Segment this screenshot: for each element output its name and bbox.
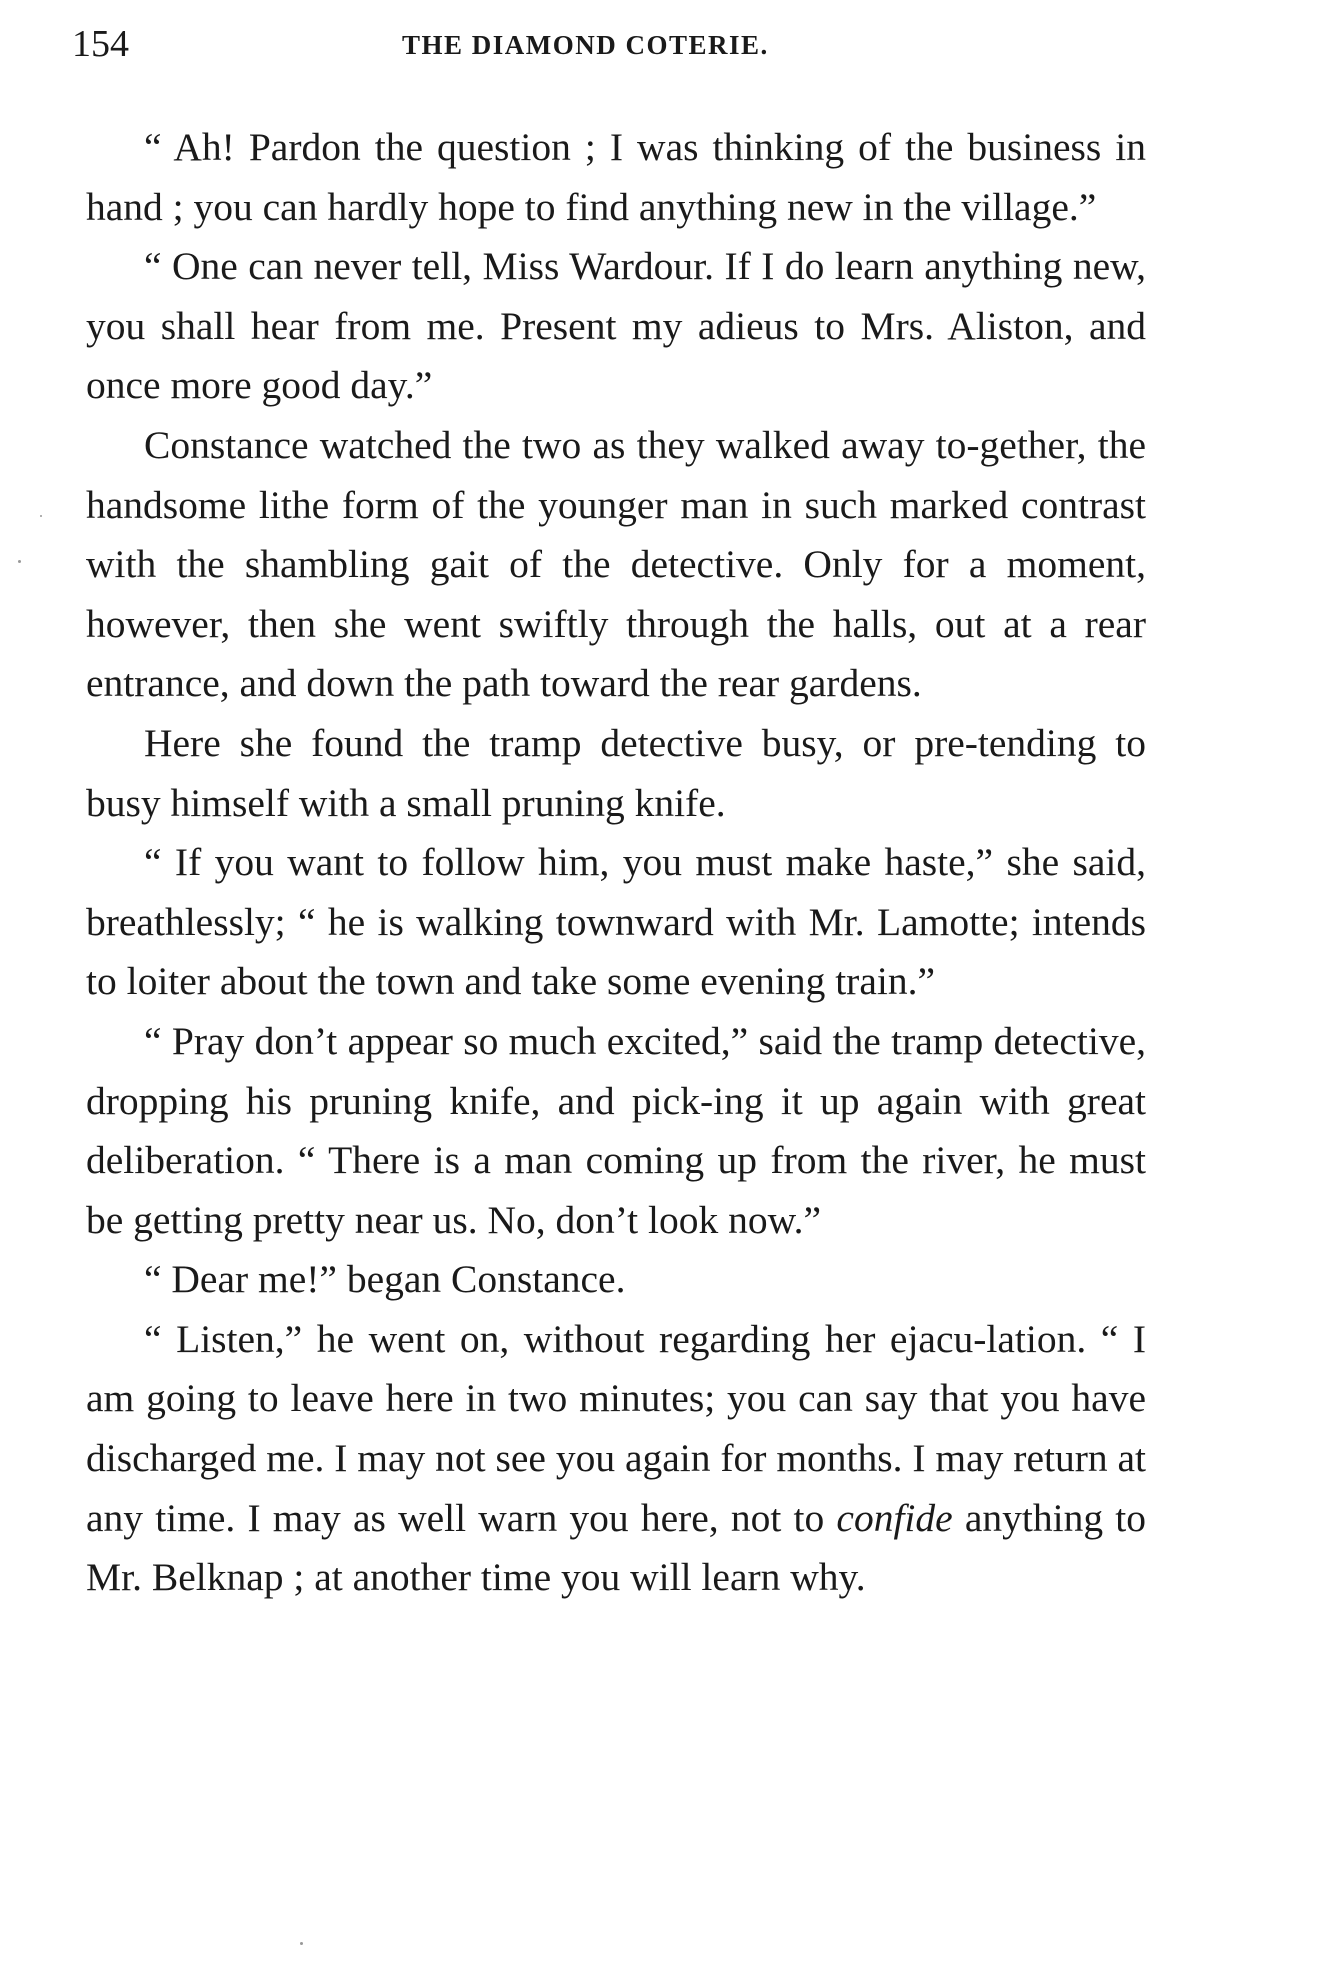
paragraph-last — [86, 1310, 1146, 1608]
paragraph: “ Ah! Pardon the question ; I was thinking of the business in hand ; you can hardly hope to find anything new in the village.” — [86, 125, 1146, 229]
page-header — [72, 22, 1152, 82]
paragraph-text: anything to Mr. Belknap ; at another time you will learn why. — [86, 1495, 1146, 1600]
paragraph: “ If you want to follow him, you must make haste,” she said, breathlessly; “ he is walking townward with Mr. Lamotte; intends to loiter about the town and take some evening train.” — [86, 840, 1146, 1004]
body-text — [86, 118, 1146, 1608]
paragraph: “ Dear me!” began Constance. — [144, 1257, 626, 1302]
italic-word: confide — [836, 1495, 953, 1540]
paragraph: “ One can never tell, Miss Wardour. If I do learn anything new, you shall hear from me. Present my adieus to Mrs. Aliston, and once more good day.” — [86, 244, 1146, 408]
scan-speck — [40, 515, 42, 517]
page-number: 154 — [72, 23, 129, 65]
running-title: THE DIAMOND COTERIE. — [402, 30, 769, 60]
paragraph: Here she found the tramp detective busy, or pre-tending to busy himself with a small pruning knife. — [86, 720, 1146, 825]
paragraph: Constance watched the two as they walked away to-gether, the handsome lithe form of the younger man in such marked contrast with the shambling gait of the detective. Only for a moment, however, then she went swiftly through the halls, out at a rear entrance, and down the path toward the rear gardens. — [86, 422, 1146, 706]
paragraph: “ Pray don’t appear so much excited,” said the tramp detective, dropping his pruning knife, and pick-ing it up again with great deliberation. “ There is a man coming up from the river, he must be getting pretty near us. No, don’t look now.” — [86, 1018, 1146, 1242]
scan-speck — [300, 1942, 303, 1945]
paragraph-text: “ Listen,” he went on, without regarding her ejacu-lation. “ I am going to leave here in two minutes; you can say that you have discharged me. I may not see you again for months. I may return at any time. I may as well warn you here, not to — [86, 1316, 1146, 1540]
scan-speck — [18, 560, 21, 563]
